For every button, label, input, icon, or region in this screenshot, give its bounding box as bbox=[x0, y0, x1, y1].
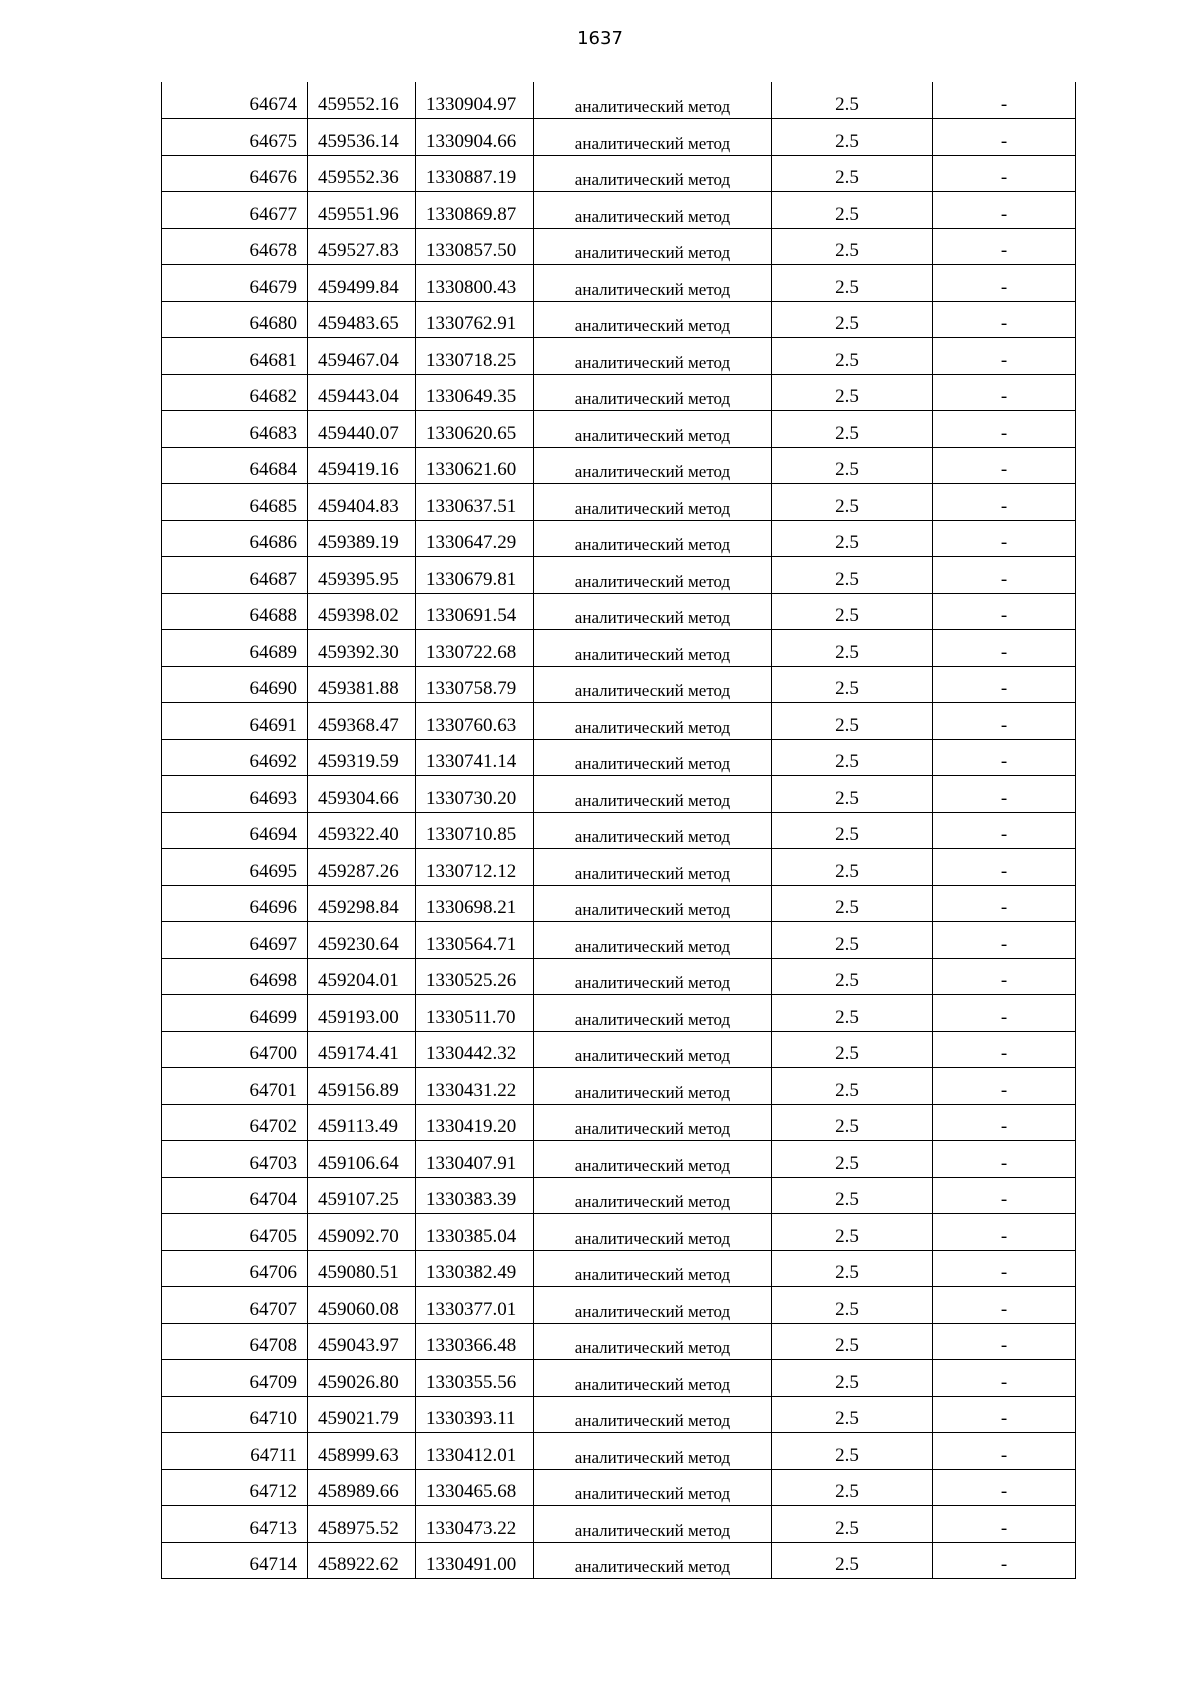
x-coordinate-cell: 459106.64 bbox=[308, 1141, 416, 1178]
method-cell: аналитический метод bbox=[534, 1250, 772, 1287]
note-cell: - bbox=[933, 1177, 1076, 1214]
accuracy-cell: 2.5 bbox=[772, 155, 933, 192]
note-cell: - bbox=[933, 1068, 1076, 1105]
y-coordinate-cell: 1330649.35 bbox=[416, 374, 534, 411]
point-number-cell: 64674 bbox=[162, 82, 308, 119]
note-cell: - bbox=[933, 885, 1076, 922]
method-cell: аналитический метод bbox=[534, 922, 772, 959]
note-cell: - bbox=[933, 484, 1076, 521]
method-cell: аналитический метод bbox=[534, 739, 772, 776]
accuracy-cell: 2.5 bbox=[772, 411, 933, 448]
method-cell: аналитический метод bbox=[534, 265, 772, 302]
y-coordinate-cell: 1330385.04 bbox=[416, 1214, 534, 1251]
method-cell: аналитический метод bbox=[534, 593, 772, 630]
x-coordinate-cell: 459174.41 bbox=[308, 1031, 416, 1068]
point-number-cell: 64698 bbox=[162, 958, 308, 995]
point-number-cell: 64694 bbox=[162, 812, 308, 849]
y-coordinate-cell: 1330722.68 bbox=[416, 630, 534, 667]
note-cell: - bbox=[933, 265, 1076, 302]
y-coordinate-cell: 1330762.91 bbox=[416, 301, 534, 338]
point-number-cell: 64675 bbox=[162, 119, 308, 156]
method-cell: аналитический метод bbox=[534, 119, 772, 156]
x-coordinate-cell: 459483.65 bbox=[308, 301, 416, 338]
point-number-cell: 64699 bbox=[162, 995, 308, 1032]
x-coordinate-cell: 459060.08 bbox=[308, 1287, 416, 1324]
note-cell: - bbox=[933, 1323, 1076, 1360]
table-row bbox=[162, 1396, 1076, 1433]
method-cell: аналитический метод bbox=[534, 1360, 772, 1397]
accuracy-cell: 2.5 bbox=[772, 776, 933, 813]
note-cell: - bbox=[933, 703, 1076, 740]
y-coordinate-cell: 1330800.43 bbox=[416, 265, 534, 302]
x-coordinate-cell: 459156.89 bbox=[308, 1068, 416, 1105]
method-cell: аналитический метод bbox=[534, 630, 772, 667]
accuracy-cell: 2.5 bbox=[772, 885, 933, 922]
x-coordinate-cell: 459381.88 bbox=[308, 666, 416, 703]
x-coordinate-cell: 459298.84 bbox=[308, 885, 416, 922]
point-number-cell: 64714 bbox=[162, 1542, 308, 1579]
point-number-cell: 64695 bbox=[162, 849, 308, 886]
accuracy-cell: 2.5 bbox=[772, 1469, 933, 1506]
x-coordinate-cell: 459092.70 bbox=[308, 1214, 416, 1251]
note-cell: - bbox=[933, 812, 1076, 849]
method-cell: аналитический метод bbox=[534, 155, 772, 192]
accuracy-cell: 2.5 bbox=[772, 447, 933, 484]
table-row bbox=[162, 1506, 1076, 1543]
x-coordinate-cell: 459389.19 bbox=[308, 520, 416, 557]
method-cell: аналитический метод bbox=[534, 703, 772, 740]
point-number-cell: 64700 bbox=[162, 1031, 308, 1068]
y-coordinate-cell: 1330431.22 bbox=[416, 1068, 534, 1105]
table-row bbox=[162, 1104, 1076, 1141]
y-coordinate-cell: 1330887.19 bbox=[416, 155, 534, 192]
x-coordinate-cell: 459107.25 bbox=[308, 1177, 416, 1214]
point-number-cell: 64702 bbox=[162, 1104, 308, 1141]
x-coordinate-cell: 459440.07 bbox=[308, 411, 416, 448]
point-number-cell: 64682 bbox=[162, 374, 308, 411]
note-cell: - bbox=[933, 849, 1076, 886]
y-coordinate-cell: 1330710.85 bbox=[416, 812, 534, 849]
note-cell: - bbox=[933, 922, 1076, 959]
method-cell: аналитический метод bbox=[534, 484, 772, 521]
note-cell: - bbox=[933, 1214, 1076, 1251]
note-cell: - bbox=[933, 338, 1076, 375]
y-coordinate-cell: 1330377.01 bbox=[416, 1287, 534, 1324]
accuracy-cell: 2.5 bbox=[772, 82, 933, 119]
y-coordinate-cell: 1330621.60 bbox=[416, 447, 534, 484]
method-cell: аналитический метод bbox=[534, 1396, 772, 1433]
method-cell: аналитический метод bbox=[534, 192, 772, 229]
point-number-cell: 64681 bbox=[162, 338, 308, 375]
accuracy-cell: 2.5 bbox=[772, 1031, 933, 1068]
note-cell: - bbox=[933, 82, 1076, 119]
note-cell: - bbox=[933, 520, 1076, 557]
table-row bbox=[162, 922, 1076, 959]
x-coordinate-cell: 459419.16 bbox=[308, 447, 416, 484]
table-row bbox=[162, 155, 1076, 192]
x-coordinate-cell: 459230.64 bbox=[308, 922, 416, 959]
point-number-cell: 64686 bbox=[162, 520, 308, 557]
y-coordinate-cell: 1330473.22 bbox=[416, 1506, 534, 1543]
x-coordinate-cell: 459392.30 bbox=[308, 630, 416, 667]
point-number-cell: 64677 bbox=[162, 192, 308, 229]
table-row bbox=[162, 1433, 1076, 1470]
note-cell: - bbox=[933, 630, 1076, 667]
x-coordinate-cell: 459026.80 bbox=[308, 1360, 416, 1397]
table-row bbox=[162, 1068, 1076, 1105]
accuracy-cell: 2.5 bbox=[772, 301, 933, 338]
y-coordinate-cell: 1330904.66 bbox=[416, 119, 534, 156]
table-row bbox=[162, 1214, 1076, 1251]
point-number-cell: 64689 bbox=[162, 630, 308, 667]
table-row bbox=[162, 1250, 1076, 1287]
x-coordinate-cell: 459499.84 bbox=[308, 265, 416, 302]
note-cell: - bbox=[933, 119, 1076, 156]
table-row bbox=[162, 666, 1076, 703]
x-coordinate-cell: 459404.83 bbox=[308, 484, 416, 521]
x-coordinate-cell: 459319.59 bbox=[308, 739, 416, 776]
note-cell: - bbox=[933, 739, 1076, 776]
table-row bbox=[162, 995, 1076, 1032]
method-cell: аналитический метод bbox=[534, 411, 772, 448]
method-cell: аналитический метод bbox=[534, 849, 772, 886]
x-coordinate-cell: 458975.52 bbox=[308, 1506, 416, 1543]
accuracy-cell: 2.5 bbox=[772, 1396, 933, 1433]
table-row bbox=[162, 1031, 1076, 1068]
accuracy-cell: 2.5 bbox=[772, 812, 933, 849]
y-coordinate-cell: 1330758.79 bbox=[416, 666, 534, 703]
y-coordinate-cell: 1330904.97 bbox=[416, 82, 534, 119]
accuracy-cell: 2.5 bbox=[772, 265, 933, 302]
point-number-cell: 64708 bbox=[162, 1323, 308, 1360]
accuracy-cell: 2.5 bbox=[772, 1141, 933, 1178]
accuracy-cell: 2.5 bbox=[772, 666, 933, 703]
method-cell: аналитический метод bbox=[534, 1506, 772, 1543]
method-cell: аналитический метод bbox=[534, 301, 772, 338]
point-number-cell: 64706 bbox=[162, 1250, 308, 1287]
note-cell: - bbox=[933, 1250, 1076, 1287]
accuracy-cell: 2.5 bbox=[772, 739, 933, 776]
x-coordinate-cell: 459398.02 bbox=[308, 593, 416, 630]
note-cell: - bbox=[933, 1031, 1076, 1068]
method-cell: аналитический метод bbox=[534, 776, 772, 813]
accuracy-cell: 2.5 bbox=[772, 849, 933, 886]
table-row bbox=[162, 265, 1076, 302]
method-cell: аналитический метод bbox=[534, 1542, 772, 1579]
x-coordinate-cell: 459467.04 bbox=[308, 338, 416, 375]
x-coordinate-cell: 459536.14 bbox=[308, 119, 416, 156]
table-row bbox=[162, 1360, 1076, 1397]
point-number-cell: 64704 bbox=[162, 1177, 308, 1214]
note-cell: - bbox=[933, 1396, 1076, 1433]
x-coordinate-cell: 459551.96 bbox=[308, 192, 416, 229]
note-cell: - bbox=[933, 374, 1076, 411]
y-coordinate-cell: 1330407.91 bbox=[416, 1141, 534, 1178]
point-number-cell: 64692 bbox=[162, 739, 308, 776]
note-cell: - bbox=[933, 228, 1076, 265]
method-cell: аналитический метод bbox=[534, 447, 772, 484]
table-row bbox=[162, 885, 1076, 922]
accuracy-cell: 2.5 bbox=[772, 703, 933, 740]
x-coordinate-cell: 458922.62 bbox=[308, 1542, 416, 1579]
table-row bbox=[162, 301, 1076, 338]
point-number-cell: 64679 bbox=[162, 265, 308, 302]
accuracy-cell: 2.5 bbox=[772, 1068, 933, 1105]
method-cell: аналитический метод bbox=[534, 1031, 772, 1068]
method-cell: аналитический метод bbox=[534, 1214, 772, 1251]
method-cell: аналитический метод bbox=[534, 1104, 772, 1141]
point-number-cell: 64680 bbox=[162, 301, 308, 338]
table-row bbox=[162, 411, 1076, 448]
note-cell: - bbox=[933, 776, 1076, 813]
point-number-cell: 64703 bbox=[162, 1141, 308, 1178]
x-coordinate-cell: 459322.40 bbox=[308, 812, 416, 849]
accuracy-cell: 2.5 bbox=[772, 192, 933, 229]
y-coordinate-cell: 1330691.54 bbox=[416, 593, 534, 630]
table-row bbox=[162, 739, 1076, 776]
method-cell: аналитический метод bbox=[534, 82, 772, 119]
note-cell: - bbox=[933, 155, 1076, 192]
point-number-cell: 64711 bbox=[162, 1433, 308, 1470]
table-row bbox=[162, 82, 1076, 119]
note-cell: - bbox=[933, 301, 1076, 338]
page-number: 1637 bbox=[577, 28, 623, 49]
x-coordinate-cell: 459193.00 bbox=[308, 995, 416, 1032]
table-row bbox=[162, 630, 1076, 667]
point-number-cell: 64705 bbox=[162, 1214, 308, 1251]
accuracy-cell: 2.5 bbox=[772, 1323, 933, 1360]
coordinates-table bbox=[161, 82, 1076, 1579]
y-coordinate-cell: 1330698.21 bbox=[416, 885, 534, 922]
y-coordinate-cell: 1330620.65 bbox=[416, 411, 534, 448]
accuracy-cell: 2.5 bbox=[772, 1360, 933, 1397]
y-coordinate-cell: 1330712.12 bbox=[416, 849, 534, 886]
method-cell: аналитический метод bbox=[534, 1469, 772, 1506]
y-coordinate-cell: 1330511.70 bbox=[416, 995, 534, 1032]
note-cell: - bbox=[933, 557, 1076, 594]
note-cell: - bbox=[933, 666, 1076, 703]
accuracy-cell: 2.5 bbox=[772, 1104, 933, 1141]
point-number-cell: 64678 bbox=[162, 228, 308, 265]
method-cell: аналитический метод bbox=[534, 520, 772, 557]
accuracy-cell: 2.5 bbox=[772, 593, 933, 630]
table-row bbox=[162, 849, 1076, 886]
accuracy-cell: 2.5 bbox=[772, 995, 933, 1032]
point-number-cell: 64684 bbox=[162, 447, 308, 484]
x-coordinate-cell: 459113.49 bbox=[308, 1104, 416, 1141]
method-cell: аналитический метод bbox=[534, 1433, 772, 1470]
y-coordinate-cell: 1330465.68 bbox=[416, 1469, 534, 1506]
table-row bbox=[162, 484, 1076, 521]
method-cell: аналитический метод bbox=[534, 958, 772, 995]
table-row bbox=[162, 1542, 1076, 1579]
method-cell: аналитический метод bbox=[534, 812, 772, 849]
x-coordinate-cell: 459395.95 bbox=[308, 557, 416, 594]
accuracy-cell: 2.5 bbox=[772, 1177, 933, 1214]
method-cell: аналитический метод bbox=[534, 228, 772, 265]
note-cell: - bbox=[933, 1506, 1076, 1543]
note-cell: - bbox=[933, 447, 1076, 484]
point-number-cell: 64691 bbox=[162, 703, 308, 740]
x-coordinate-cell: 459368.47 bbox=[308, 703, 416, 740]
accuracy-cell: 2.5 bbox=[772, 228, 933, 265]
table-row bbox=[162, 812, 1076, 849]
method-cell: аналитический метод bbox=[534, 1287, 772, 1324]
method-cell: аналитический метод bbox=[534, 557, 772, 594]
table-row bbox=[162, 228, 1076, 265]
accuracy-cell: 2.5 bbox=[772, 922, 933, 959]
note-cell: - bbox=[933, 1433, 1076, 1470]
y-coordinate-cell: 1330564.71 bbox=[416, 922, 534, 959]
table-row bbox=[162, 703, 1076, 740]
table-row bbox=[162, 447, 1076, 484]
accuracy-cell: 2.5 bbox=[772, 1542, 933, 1579]
point-number-cell: 64697 bbox=[162, 922, 308, 959]
table-row bbox=[162, 192, 1076, 229]
y-coordinate-cell: 1330382.49 bbox=[416, 1250, 534, 1287]
point-number-cell: 64710 bbox=[162, 1396, 308, 1433]
point-number-cell: 64687 bbox=[162, 557, 308, 594]
y-coordinate-cell: 1330442.32 bbox=[416, 1031, 534, 1068]
x-coordinate-cell: 459552.36 bbox=[308, 155, 416, 192]
point-number-cell: 64713 bbox=[162, 1506, 308, 1543]
y-coordinate-cell: 1330637.51 bbox=[416, 484, 534, 521]
point-number-cell: 64707 bbox=[162, 1287, 308, 1324]
x-coordinate-cell: 459304.66 bbox=[308, 776, 416, 813]
note-cell: - bbox=[933, 1141, 1076, 1178]
accuracy-cell: 2.5 bbox=[772, 1287, 933, 1324]
accuracy-cell: 2.5 bbox=[772, 119, 933, 156]
note-cell: - bbox=[933, 411, 1076, 448]
y-coordinate-cell: 1330857.50 bbox=[416, 228, 534, 265]
accuracy-cell: 2.5 bbox=[772, 484, 933, 521]
x-coordinate-cell: 459021.79 bbox=[308, 1396, 416, 1433]
method-cell: аналитический метод bbox=[534, 995, 772, 1032]
y-coordinate-cell: 1330647.29 bbox=[416, 520, 534, 557]
point-number-cell: 64696 bbox=[162, 885, 308, 922]
method-cell: аналитический метод bbox=[534, 1323, 772, 1360]
y-coordinate-cell: 1330730.20 bbox=[416, 776, 534, 813]
note-cell: - bbox=[933, 1360, 1076, 1397]
note-cell: - bbox=[933, 593, 1076, 630]
accuracy-cell: 2.5 bbox=[772, 958, 933, 995]
method-cell: аналитический метод bbox=[534, 885, 772, 922]
accuracy-cell: 2.5 bbox=[772, 1433, 933, 1470]
accuracy-cell: 2.5 bbox=[772, 1506, 933, 1543]
note-cell: - bbox=[933, 958, 1076, 995]
x-coordinate-cell: 458999.63 bbox=[308, 1433, 416, 1470]
accuracy-cell: 2.5 bbox=[772, 374, 933, 411]
y-coordinate-cell: 1330679.81 bbox=[416, 557, 534, 594]
point-number-cell: 64676 bbox=[162, 155, 308, 192]
x-coordinate-cell: 459443.04 bbox=[308, 374, 416, 411]
y-coordinate-cell: 1330741.14 bbox=[416, 739, 534, 776]
point-number-cell: 64688 bbox=[162, 593, 308, 630]
table-row bbox=[162, 1177, 1076, 1214]
y-coordinate-cell: 1330412.01 bbox=[416, 1433, 534, 1470]
table-row bbox=[162, 520, 1076, 557]
note-cell: - bbox=[933, 1287, 1076, 1324]
method-cell: аналитический метод bbox=[534, 666, 772, 703]
method-cell: аналитический метод bbox=[534, 1068, 772, 1105]
table-body bbox=[162, 82, 1076, 1579]
table-row bbox=[162, 119, 1076, 156]
y-coordinate-cell: 1330525.26 bbox=[416, 958, 534, 995]
table-row bbox=[162, 1287, 1076, 1324]
note-cell: - bbox=[933, 1469, 1076, 1506]
accuracy-cell: 2.5 bbox=[772, 338, 933, 375]
note-cell: - bbox=[933, 995, 1076, 1032]
y-coordinate-cell: 1330366.48 bbox=[416, 1323, 534, 1360]
note-cell: - bbox=[933, 1542, 1076, 1579]
table-row bbox=[162, 338, 1076, 375]
y-coordinate-cell: 1330355.56 bbox=[416, 1360, 534, 1397]
method-cell: аналитический метод bbox=[534, 1141, 772, 1178]
x-coordinate-cell: 459080.51 bbox=[308, 1250, 416, 1287]
x-coordinate-cell: 459552.16 bbox=[308, 82, 416, 119]
method-cell: аналитический метод bbox=[534, 338, 772, 375]
table-row bbox=[162, 557, 1076, 594]
y-coordinate-cell: 1330718.25 bbox=[416, 338, 534, 375]
y-coordinate-cell: 1330383.39 bbox=[416, 1177, 534, 1214]
method-cell: аналитический метод bbox=[534, 1177, 772, 1214]
accuracy-cell: 2.5 bbox=[772, 1214, 933, 1251]
table-row bbox=[162, 958, 1076, 995]
table-row bbox=[162, 1323, 1076, 1360]
table-row bbox=[162, 1141, 1076, 1178]
table-row bbox=[162, 776, 1076, 813]
note-cell: - bbox=[933, 1104, 1076, 1141]
x-coordinate-cell: 459527.83 bbox=[308, 228, 416, 265]
y-coordinate-cell: 1330869.87 bbox=[416, 192, 534, 229]
point-number-cell: 64709 bbox=[162, 1360, 308, 1397]
table-row bbox=[162, 1469, 1076, 1506]
y-coordinate-cell: 1330419.20 bbox=[416, 1104, 534, 1141]
note-cell: - bbox=[933, 192, 1076, 229]
point-number-cell: 64693 bbox=[162, 776, 308, 813]
accuracy-cell: 2.5 bbox=[772, 557, 933, 594]
accuracy-cell: 2.5 bbox=[772, 520, 933, 557]
table-row bbox=[162, 593, 1076, 630]
y-coordinate-cell: 1330491.00 bbox=[416, 1542, 534, 1579]
accuracy-cell: 2.5 bbox=[772, 1250, 933, 1287]
y-coordinate-cell: 1330393.11 bbox=[416, 1396, 534, 1433]
x-coordinate-cell: 459287.26 bbox=[308, 849, 416, 886]
method-cell: аналитический метод bbox=[534, 374, 772, 411]
x-coordinate-cell: 458989.66 bbox=[308, 1469, 416, 1506]
x-coordinate-cell: 459204.01 bbox=[308, 958, 416, 995]
y-coordinate-cell: 1330760.63 bbox=[416, 703, 534, 740]
x-coordinate-cell: 459043.97 bbox=[308, 1323, 416, 1360]
point-number-cell: 64690 bbox=[162, 666, 308, 703]
point-number-cell: 64685 bbox=[162, 484, 308, 521]
point-number-cell: 64712 bbox=[162, 1469, 308, 1506]
accuracy-cell: 2.5 bbox=[772, 630, 933, 667]
point-number-cell: 64701 bbox=[162, 1068, 308, 1105]
table-row bbox=[162, 374, 1076, 411]
point-number-cell: 64683 bbox=[162, 411, 308, 448]
